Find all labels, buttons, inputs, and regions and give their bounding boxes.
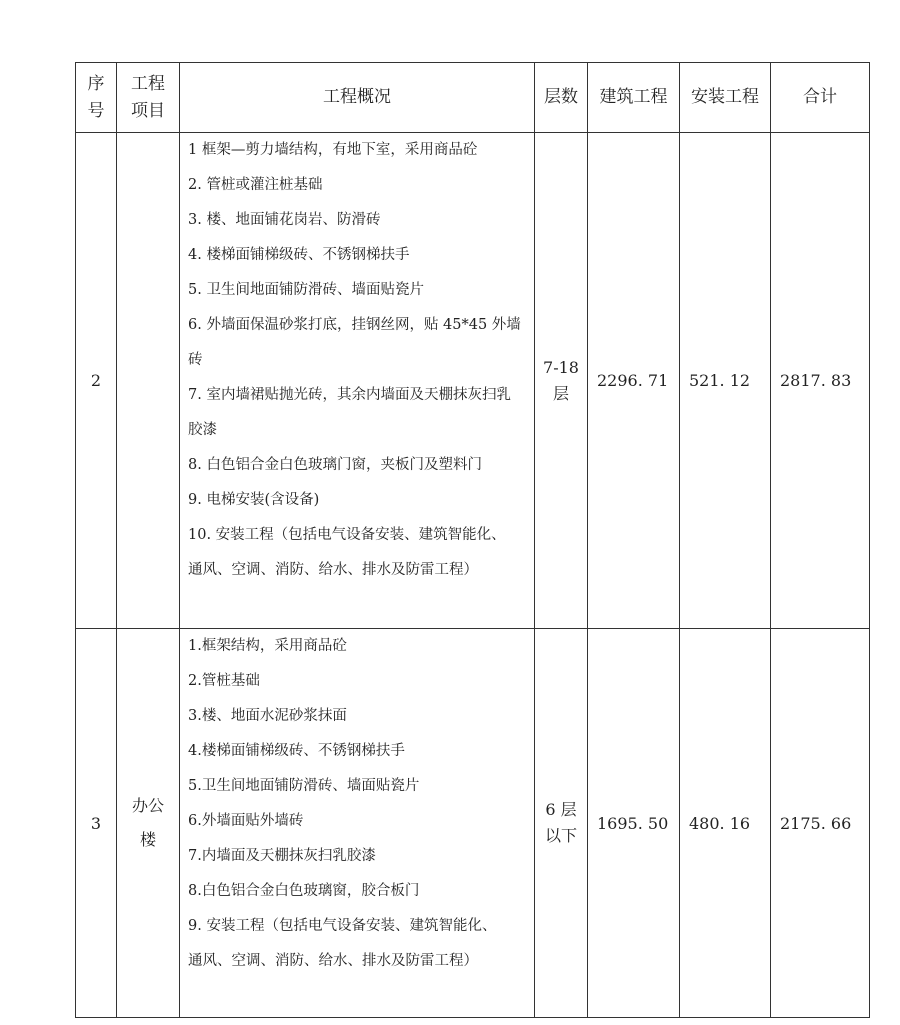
overview-line: 4. 楼梯面铺梯级砖、不锈钢梯扶手	[188, 247, 410, 263]
header-overview: 工程概况	[180, 63, 535, 133]
row-installation: 521. 12	[680, 133, 771, 629]
overview-line: 9. 安装工程（包括电气设备安装、建筑智能化、	[188, 918, 497, 934]
overview-line: 砖	[188, 352, 203, 368]
overview-line: 8. 白色铝合金白色玻璃门窗，夹板门及塑料门	[188, 457, 482, 473]
header-project-line2: 项目	[131, 100, 165, 121]
table-row	[76, 629, 870, 1018]
header-project	[117, 63, 180, 133]
row-floors-line2: 以下	[544, 826, 577, 845]
overview-line: 6. 外墙面保温砂浆打底，挂钢丝网，贴 45*45 外墙	[188, 317, 521, 333]
row-floors	[535, 133, 588, 629]
cost-table	[75, 62, 870, 1018]
row-no: 2	[76, 133, 117, 629]
header-building: 建筑工程	[588, 63, 680, 133]
row-floors	[535, 629, 588, 1018]
overview-line: 1.框架结构，采用商品砼	[188, 638, 347, 654]
overview-line: 3.楼、地面水泥砂浆抹面	[188, 708, 347, 724]
overview-line: 2.管桩基础	[188, 673, 260, 689]
overview-line: 10. 安装工程（包括电气设备安装、建筑智能化、	[188, 527, 506, 543]
row-project-line2: 楼	[139, 830, 156, 849]
row-floors-line2: 层	[552, 383, 569, 403]
header-no-line1: 序	[87, 73, 105, 94]
overview-line: 6.外墙面贴外墙砖	[188, 813, 304, 829]
header-row	[76, 63, 870, 133]
row-project	[117, 133, 180, 629]
overview-line: 通风、空调、消防、给水、排水及防雷工程）	[188, 562, 478, 578]
overview-line: 通风、空调、消防、给水、排水及防雷工程）	[188, 953, 478, 969]
overview-line: 1 框架—剪力墙结构，有地下室，采用商品砼	[188, 142, 478, 158]
row-overview	[180, 629, 535, 1018]
row-no: 3	[76, 629, 117, 1018]
row-floors-line1: 7-18	[543, 357, 579, 377]
row-project	[117, 629, 180, 1018]
overview-line: 4.楼梯面铺梯级砖、不锈钢梯扶手	[188, 743, 405, 759]
overview-line: 7.内墙面及天棚抹灰扫乳胶漆	[188, 848, 376, 864]
table-row	[76, 133, 870, 629]
header-installation: 安装工程	[680, 63, 771, 133]
row-project-line1: 办公	[131, 796, 164, 815]
overview-line: 3. 楼、地面铺花岗岩、防滑砖	[188, 212, 381, 228]
row-building: 1695. 50	[588, 629, 680, 1018]
row-total: 2817. 83	[771, 133, 870, 629]
row-building: 2296. 71	[588, 133, 680, 629]
overview-line: 8.白色铝合金白色玻璃窗，胶合板门	[188, 883, 420, 899]
overview-line: 2. 管桩或灌注桩基础	[188, 177, 323, 193]
header-project-line1: 工程	[131, 73, 165, 94]
overview-line: 5. 卫生间地面铺防滑砖、墙面贴瓷片	[188, 282, 424, 298]
overview-line: 5.卫生间地面铺防滑砖、墙面贴瓷片	[188, 778, 420, 794]
header-no-line2: 号	[87, 100, 105, 121]
header-total: 合计	[771, 63, 870, 133]
overview-line: 7. 室内墙裙贴抛光砖，其余内墙面及天棚抹灰扫乳	[188, 387, 511, 403]
overview-line: 9. 电梯安装(含设备)	[188, 492, 320, 508]
row-floors-line1: 6 层	[545, 800, 577, 819]
header-no	[76, 63, 117, 133]
row-overview	[180, 133, 535, 629]
header-floors: 层数	[535, 63, 588, 133]
row-installation: 480. 16	[680, 629, 771, 1018]
overview-line: 胶漆	[188, 422, 217, 438]
row-total: 2175. 66	[771, 629, 870, 1018]
